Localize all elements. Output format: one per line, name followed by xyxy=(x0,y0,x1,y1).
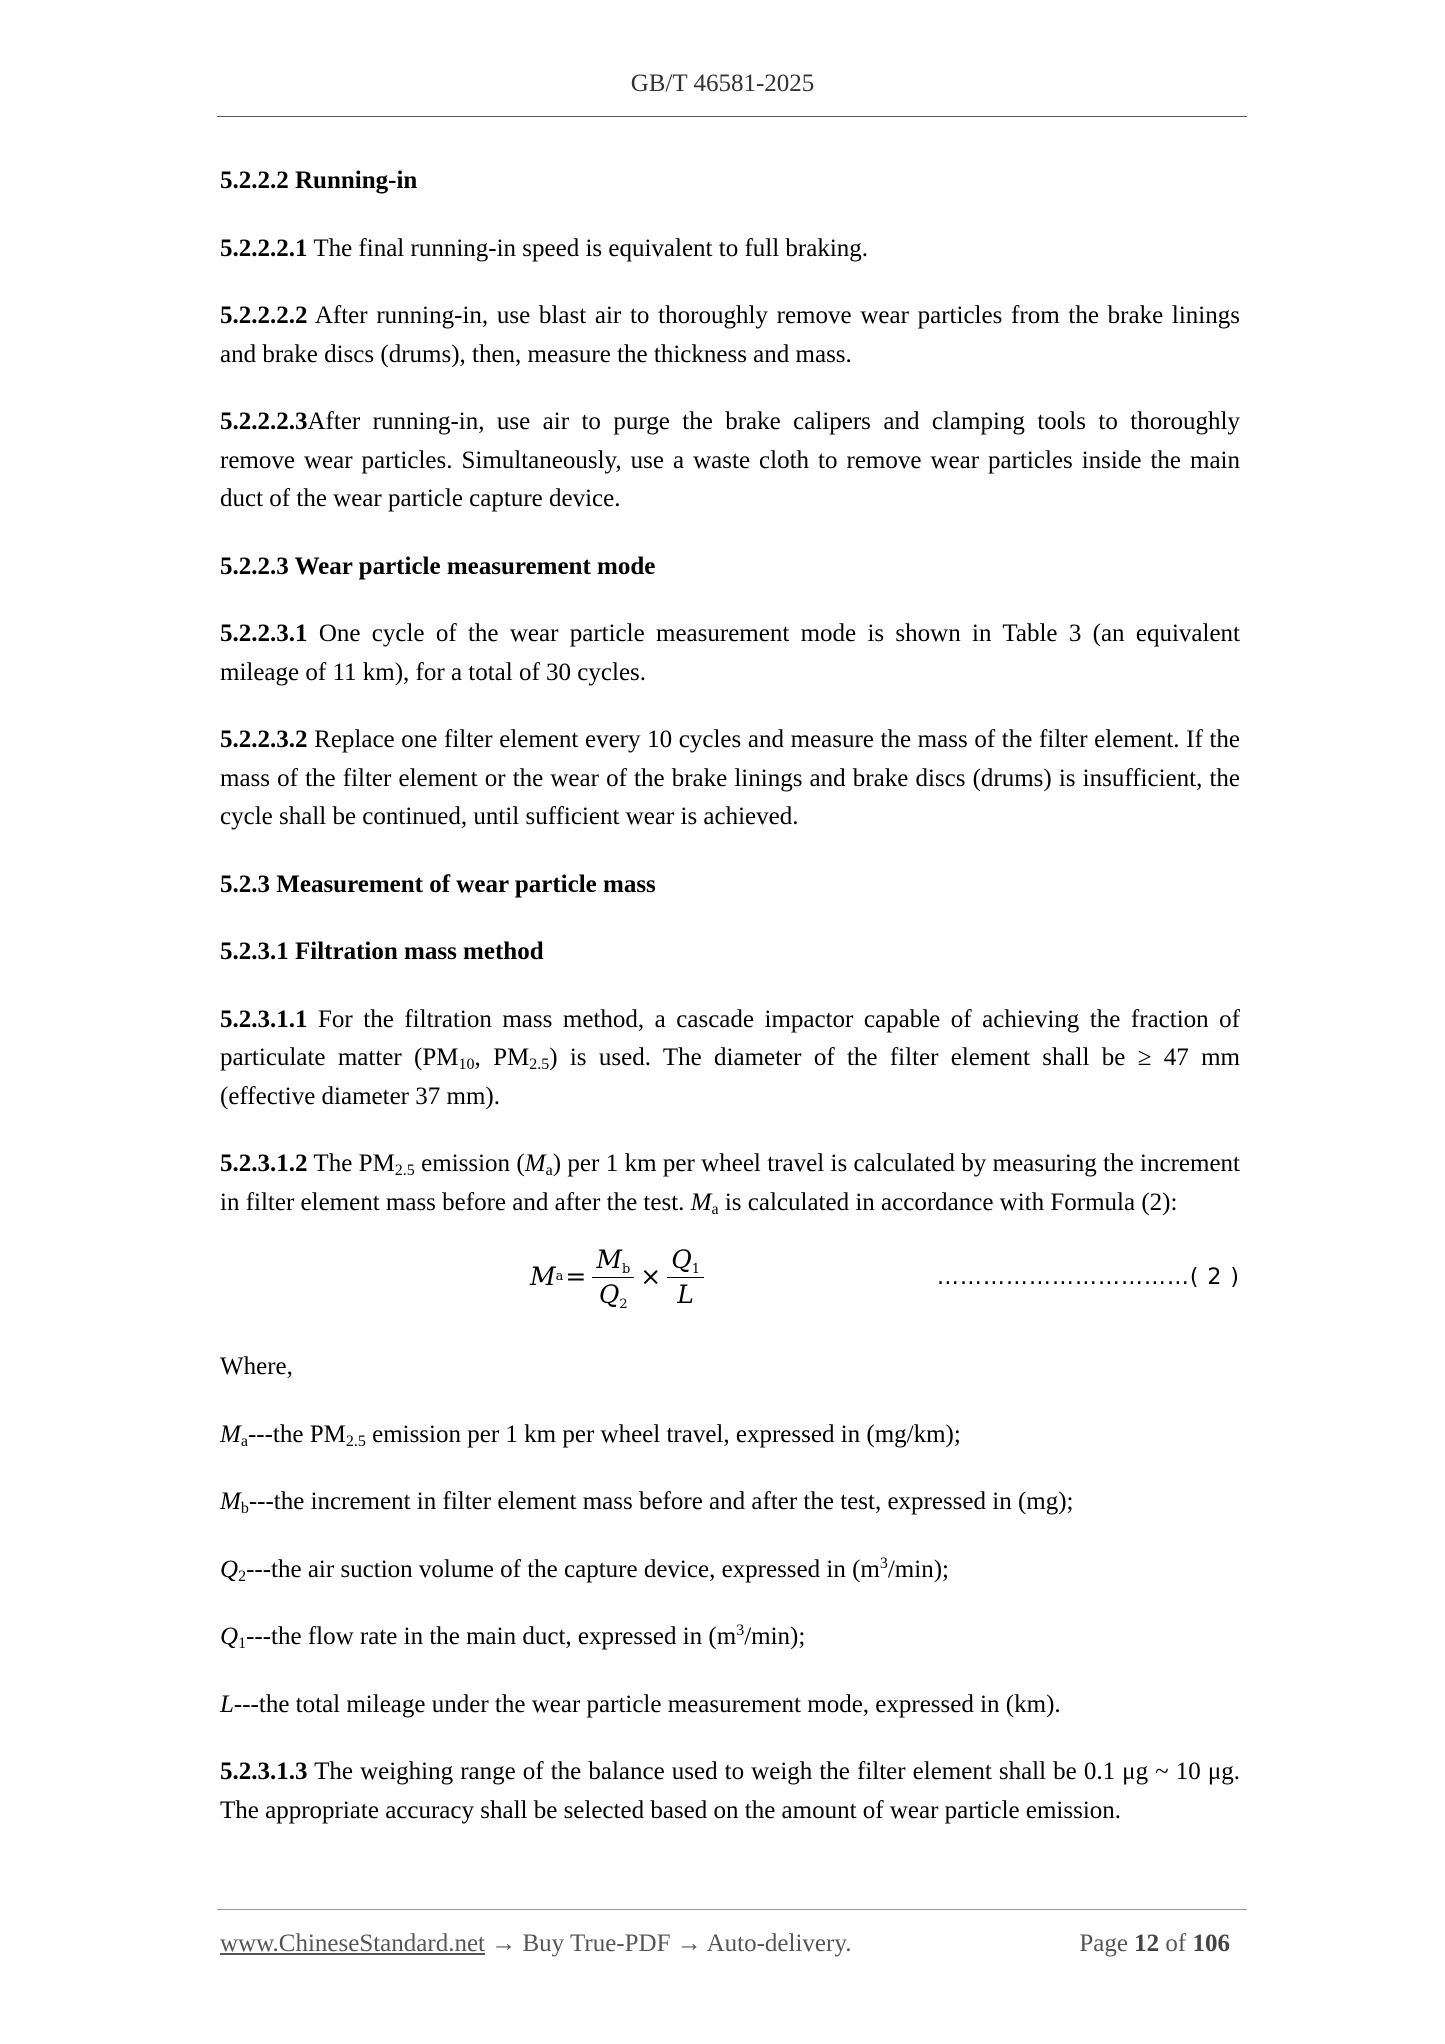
clause-5-2-2-2-3: 5.2.2.2.3After running-in, use air to purge the brake calipers and clamping tools to thoroughly remove wear particles. Simultaneously, use a waste cloth to remove wear particles inside the main duct of the wear particle capture device. xyxy=(220,408,1240,512)
arrow-right-icon: → xyxy=(491,1930,517,1957)
current-page: 12 xyxy=(1134,1930,1160,1957)
clause-5-2-2-2-1: 5.2.2.2.1 The final running-in speed is equivalent to full braking. xyxy=(220,234,869,262)
page-indicator: Page 12 of 106 xyxy=(1079,1930,1230,1957)
clause-5-2-2-3-2: 5.2.2.3.2 Replace one filter element every 10 cycles and measure the mass of the filter element. If the mass of the filter element or the wear of the brake linings and brake discs (drums) is insufficient, the cycle shall be continued, until sufficient wear is achieved. xyxy=(220,726,1240,830)
clause-5-2-2-2-2: 5.2.2.2.2 After running-in, use blast air to thoroughly remove wear particles from the brake linings and brake discs (drums), then, measure the thickness and mass. xyxy=(220,302,1240,368)
clause-number: 5.2.3.1.2 xyxy=(220,1150,308,1177)
fraction-mass-over-suction: $\frac{M_b}{Q_2}$ xyxy=(592,1245,634,1310)
formula-number: ……………………………( 2 ) xyxy=(936,1265,1240,1290)
formula-expression: M a = $\frac{M_b}{Q_2}$ × $\frac{Q_1}{L}$ xyxy=(530,1232,708,1322)
section-heading-5-2-2-2: 5.2.2.2 Running-in xyxy=(220,167,418,194)
where-item-ma: $M_a--$-the $PM_{2.5}$ emission per 1 km per wheel travel, expressed in (mg/km); xyxy=(220,1420,961,1450)
auto-delivery-text: Auto-delivery. xyxy=(706,1930,852,1957)
where-item-mb: $M_b--$-the increment in filter element mass before and after the test, expressed in (mg); xyxy=(220,1488,1074,1517)
clause-number: 5.2.2.2.1 xyxy=(220,234,308,262)
website-link[interactable]: www.ChineseStandard.net xyxy=(220,1930,485,1957)
clause-number: 5.2.3.1.1 xyxy=(220,1005,308,1033)
clause-5-2-3-1-1: 5.2.3.1.1 For the filtration mass method, a cascade impactor capable of achieving the fraction of particulate matter ($PM_{10}$, $PM_{2.5}$) is used. The diameter of the filter element shall be ≥ 47 mm (effective diameter 37 mm). xyxy=(220,1005,1240,1110)
clause-number: 5.2.3.1.3 xyxy=(220,1758,308,1785)
document-header: GB/T 46581-2025 xyxy=(630,70,815,97)
where-item-q1: $Q_1--$-the flow rate in the main duct, expressed in $(m^3/\min)$; xyxy=(220,1622,806,1652)
section-heading-5-2-3-1: 5.2.3.1 Filtration mass method xyxy=(220,938,544,965)
clause-5-2-3-1-3: 5.2.3.1.3 The weighing range of the balance used to weigh the filter element shall be 0.1 μg ~ 10 μg. The appropriate accuracy shall be selected based on the amount of wear particle emission. xyxy=(220,1758,1240,1824)
section-heading-5-2-3: 5.2.3 Measurement of wear particle mass xyxy=(220,870,656,898)
section-heading-5-2-2-3: 5.2.2.3 Wear particle measurement mode xyxy=(220,552,656,580)
clause-number: 5.2.2.3.2 xyxy=(220,726,308,753)
arrow-right-icon: → xyxy=(676,1930,702,1957)
where-label: Where, xyxy=(220,1353,293,1380)
clause-number: 5.2.2.3.1 xyxy=(220,620,308,647)
clause-number: 5.2.2.2.3 xyxy=(220,408,308,435)
buy-true-pdf-text: Buy True-PDF xyxy=(522,1930,671,1957)
fraction-flow-over-mileage: $\frac{Q_1}{L}$ xyxy=(667,1245,704,1310)
clause-number: 5.2.2.2.2 xyxy=(220,302,308,329)
where-item-l: L---the total mileage under the wear particle measurement mode, expressed in (km). xyxy=(220,1690,1061,1718)
clause-5-2-3-1-2: 5.2.3.1.2 The $PM_{2.5}$ emission $(M_a)$ per 1 km per wheel travel is calculated by measuring the increment in filter element mass before and after the test. $M_a$ is calculated in accordance with Formula (2): xyxy=(220,1150,1240,1218)
header-divider xyxy=(217,116,1247,117)
formula-2 xyxy=(220,1232,1240,1322)
document-body xyxy=(220,162,1240,1859)
footer-divider xyxy=(217,1909,1247,1910)
clause-5-2-2-3-1: 5.2.2.3.1 One cycle of the wear particle measurement mode is shown in Table 3 (an equivalent mileage of 11 km), for a total of 30 cycles. xyxy=(220,620,1241,686)
page-footer xyxy=(220,1930,1230,1958)
where-item-q2: $Q_2--$-the air suction volume of the capture device, expressed in $(m^3/\min)$; xyxy=(220,1554,949,1585)
total-pages: 106 xyxy=(1192,1930,1230,1957)
